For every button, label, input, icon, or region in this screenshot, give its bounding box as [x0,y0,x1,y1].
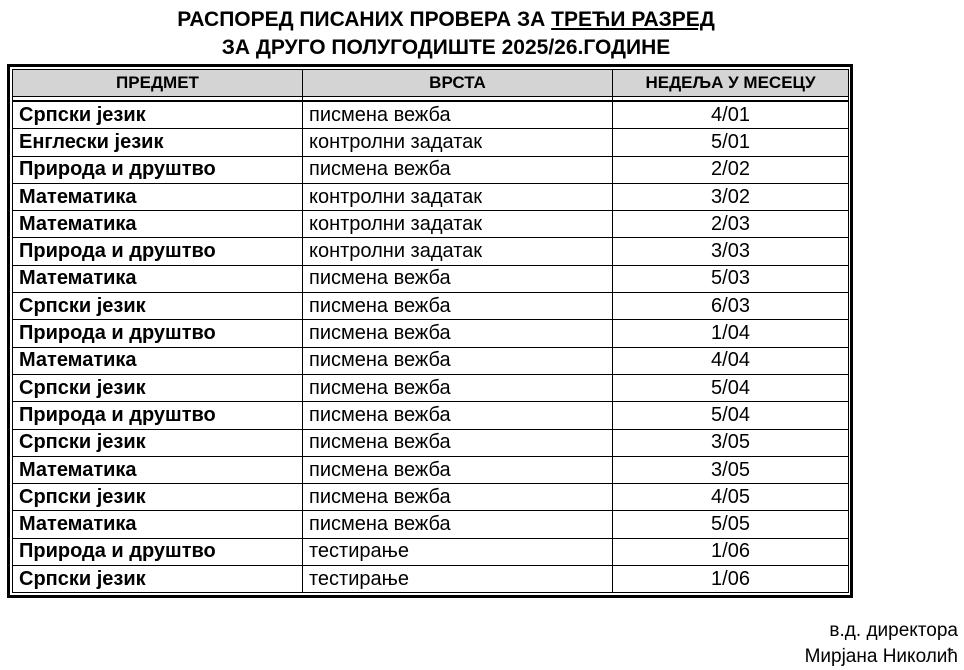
cell-type: контролни задатак [303,129,613,156]
cell-type: писмена вежба [303,293,613,320]
cell-type: писмена вежба [303,320,613,347]
table-row [13,484,849,511]
cell-type: писмена вежба [303,484,613,511]
cell-subject: Природа и друштво [13,402,303,429]
cell-subject: Српски језик [13,374,303,401]
cell-subject: Природа и друштво [13,156,303,183]
cell-type: писмена вежба [303,265,613,292]
cell-subject: Математика [13,456,303,483]
cell-week: 4/05 [613,484,849,511]
cell-week: 3/05 [613,456,849,483]
cell-subject: Енглески језик [13,129,303,156]
table-body [13,101,849,593]
schedule-table [12,69,849,593]
cell-week: 2/02 [613,156,849,183]
title-line-1-prefix: РАСПОРЕД ПИСАНИХ ПРОВЕРА ЗА [177,8,552,31]
title-line-1 [0,6,892,34]
table-row [13,511,849,538]
cell-subject: Српски језик [13,484,303,511]
cell-type: тестирање [303,538,613,565]
table-row [13,265,849,292]
cell-type: контролни задатак [303,183,613,210]
cell-week: 3/05 [613,429,849,456]
cell-subject: Математика [13,511,303,538]
cell-type: писмена вежба [303,347,613,374]
cell-week: 5/04 [613,374,849,401]
cell-week: 1/04 [613,320,849,347]
cell-type: писмена вежба [303,156,613,183]
cell-week: 4/01 [613,101,849,129]
cell-subject: Српски језик [13,566,303,593]
table-row [13,156,849,183]
cell-type: писмена вежба [303,374,613,401]
cell-type: писмена вежба [303,511,613,538]
cell-week: 5/01 [613,129,849,156]
table-row [13,402,849,429]
document-title [0,6,892,62]
table-row [13,374,849,401]
table-row [13,101,849,129]
column-header-week: НЕДЕЉА У МЕСЕЦУ [613,70,849,97]
table-row [13,320,849,347]
table-row [13,183,849,210]
cell-week: 1/06 [613,538,849,565]
table-row [13,293,849,320]
cell-type: контролни задатак [303,211,613,238]
cell-subject: Математика [13,347,303,374]
cell-subject: Природа и друштво [13,538,303,565]
column-header-subject: ПРЕДМЕТ [13,70,303,97]
table-row [13,429,849,456]
signature-block [805,618,958,670]
cell-type: тестирање [303,566,613,593]
cell-subject: Српски језик [13,429,303,456]
table-row [13,538,849,565]
schedule-table-frame [7,64,853,598]
cell-week: 4/04 [613,347,849,374]
cell-week: 6/03 [613,293,849,320]
cell-week: 3/03 [613,238,849,265]
table-row [13,566,849,593]
cell-week: 5/05 [613,511,849,538]
cell-type: писмена вежба [303,101,613,129]
table-row [13,211,849,238]
table-row [13,129,849,156]
cell-week: 5/03 [613,265,849,292]
cell-week: 2/03 [613,211,849,238]
cell-type: писмена вежба [303,429,613,456]
signature-role: в.д. директора [829,620,958,641]
cell-type: писмена вежба [303,402,613,429]
cell-type: контролни задатак [303,238,613,265]
cell-subject: Српски језик [13,101,303,129]
table-row [13,456,849,483]
column-header-type: ВРСТА [303,70,613,97]
cell-subject: Природа и друштво [13,320,303,347]
title-line-2: ЗА ДРУГО ПОЛУГОДИШТЕ 2025/26.ГОДИНЕ [221,36,671,59]
signature-name: Мирјана Николић [804,646,958,667]
table-row [13,347,849,374]
table-row [13,238,849,265]
cell-week: 3/02 [613,183,849,210]
cell-subject: Српски језик [13,293,303,320]
cell-type: писмена вежба [303,456,613,483]
cell-subject: Природа и друштво [13,238,303,265]
cell-week: 5/04 [613,402,849,429]
cell-subject: Математика [13,265,303,292]
table-header-row [13,70,849,97]
cell-subject: Математика [13,211,303,238]
cell-subject: Математика [13,183,303,210]
cell-week: 1/06 [613,566,849,593]
title-line-1-grade: ТРЕЋИ РАЗРЕД [551,8,715,31]
